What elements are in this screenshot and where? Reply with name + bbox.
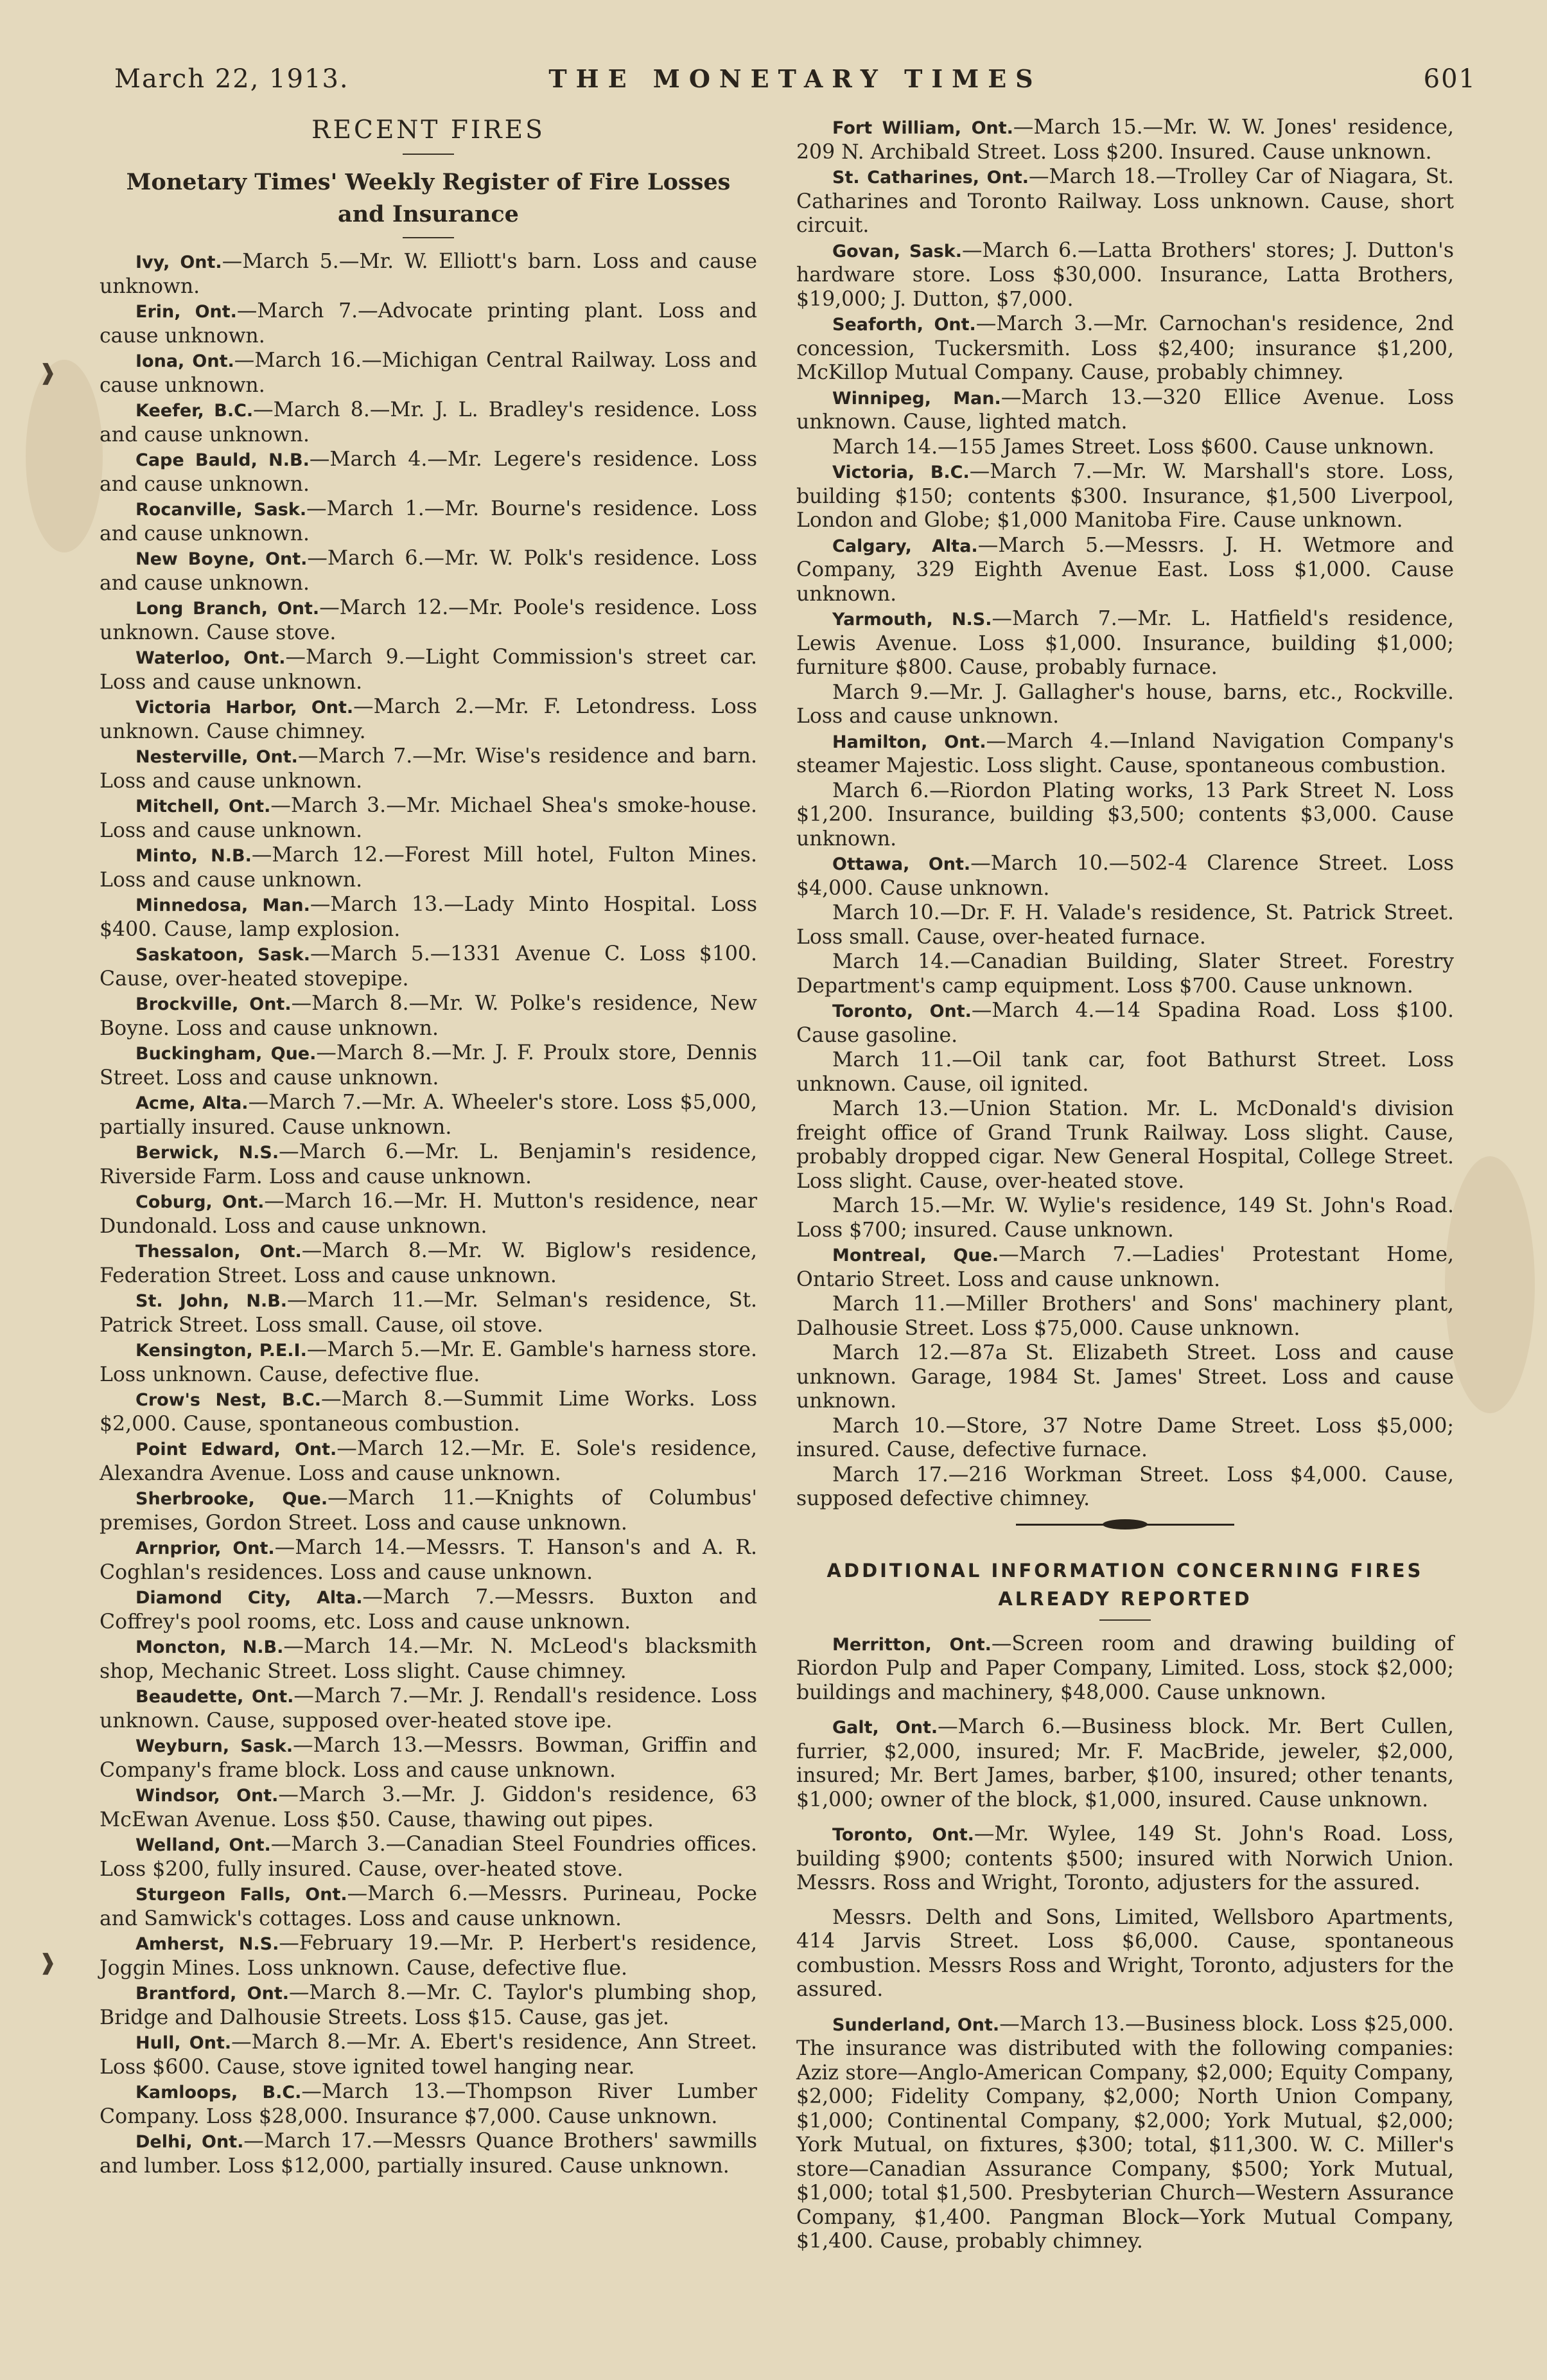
entry-place: Merritton, Ont. [832,1634,992,1655]
entry-place: Cape Bauld, N.B. [135,450,310,470]
entry-place: Diamond City, Alta. [135,1588,363,1608]
entry-place: Mitchell, Ont. [135,797,271,816]
entry-text: —March 1.—Mr. Bourne's residence. Loss and cause unknown. [100,497,757,545]
paper-stain [26,360,103,552]
fire-entry [100,1734,757,1783]
entry-text: —March 12.—Mr. E. Sole's residence, Alexandra Avenue. Loss and cause unknown. [100,1437,757,1485]
entry-text: March 6.—Riordon Plating works, 13 Park Street N. Loss $1,200. Insurance, building $3,500; contents $3,000. Cause unknown. [796,779,1454,851]
entry-text: —March 8.—Mr. W. Polke's residence, New Boyne. Loss and cause unknown. [100,992,758,1040]
divider [403,237,454,238]
entry-text: March 13.—Union Station. Mr. L. McDonald's division freight office of Grand Trunk Railway. Loss slight. Cause, probably dropped cigar. New General Hospital, College Street. Loss slight. Cause, over-heated stove. [796,1097,1454,1193]
entry-place: Calgary, Alta. [832,536,978,556]
paper-stain [1445,1156,1535,1413]
entry-text: —March 3.—Mr. Michael Shea's smoke-house. Loss and cause unknown. [100,794,757,842]
fire-entry [796,607,1454,680]
entry-text: March 10.—Store, 37 Notre Dame Street. Loss $5,000; insured. Cause, defective furnace. [796,1414,1454,1461]
fire-entry [100,794,757,843]
fire-entry [100,992,757,1041]
entry-text: —March 7.—Mr. L. Hatfield's residence, Lewis Avenue. Loss $1,000. Insurance, building $1,000; furniture $800. Cause, probably furnace. [796,607,1455,679]
fire-entry [100,1833,757,1882]
entry-place: Hamilton, Ont. [832,732,986,752]
page-header [114,64,1476,109]
entry-place: Coburg, Ont. [135,1192,265,1212]
entry-text: March 14.—155 James Street. Loss $600. Cause unknown. [832,435,1435,459]
entry-place: Crow's Nest, B.C. [135,1390,321,1410]
entry-place: Moncton, N.B. [135,1637,284,1657]
fire-entry [796,1822,1454,1896]
fire-entry [796,1463,1454,1512]
entry-place: Sturgeon Falls, Ont. [135,1885,347,1905]
fire-entry [796,901,1454,949]
entry-place: Minnedosa, Man. [135,895,310,915]
fire-entry [100,1882,757,1931]
entry-place: Arnprior, Ont. [135,1538,275,1558]
fire-entry [796,1632,1454,1706]
fire-entry [100,1635,757,1684]
entry-place: Erin, Ont. [135,302,237,322]
section-ornament [1016,1518,1234,1531]
entry-text: —March 6.—Business block. Mr. Bert Cullen, furrier, $2,000, insured; Mr. F. MacBride, jeweler, $2,000, insured; Mr. Bert James, barber, $100, insured; other tenants, $1,000; owner of the block, $1,000, insured. Cause unknown. [796,1715,1454,1811]
section-title-additional [796,1556,1454,1613]
entry-text: —March 6.—Messrs. Purineau, Pocke and Samwick's cottages. Loss and cause unknown. [100,1882,757,1930]
entry-text: —February 19.—Mr. P. Herbert's residence, Joggin Mines. Loss unknown. Cause, defective flue. [100,1932,757,1980]
entry-text: —March 8.—Mr. W. Biglow's residence, Federation Street. Loss and cause unknown. [100,1239,757,1287]
entry-place: Saskatoon, Sask. [135,945,310,965]
entry-text: March 12.—87a St. Elizabeth Street. Loss and cause unknown. Garage, 1984 St. James' Street. Loss and cause unknown. [796,1341,1454,1413]
entry-place: Brantford, Ont. [135,1984,290,2004]
fire-entry [100,2129,757,2178]
entry-text: —March 12.—Mr. Poole's residence. Loss unknown. Cause stove. [100,596,757,644]
entry-text: —March 8.—Summit Lime Works. Loss $2,000. Cause, spontaneous combustion. [100,1388,757,1436]
fire-entry [100,250,757,299]
entry-text: —March 7.—Mr. J. Rendall's residence. Loss unknown. Cause, supposed over-heated stove ipe. [100,1684,757,1732]
fire-entry [100,1684,757,1733]
entry-place: Welland, Ont. [135,1835,271,1855]
fire-entry [100,398,757,447]
fire-entry [796,1715,1454,1812]
fire-entry [796,1415,1454,1463]
fire-entry [100,349,757,398]
fire-entry [100,2031,757,2079]
entry-place: Thessalon, Ont. [135,1242,302,1262]
entry-place: Galt, Ont. [832,1718,938,1738]
fire-entry [100,1289,757,1337]
fire-entry [100,1437,757,1486]
entry-text: —March 13.—320 Ellice Avenue. Loss unknown. Cause, lighted match. [796,385,1454,434]
entry-text: —March 14.—Mr. N. McLeod's blacksmith shop, Mechanic Street. Loss slight. Cause chimney. [100,1635,757,1683]
entry-text: —March 8.—Mr. J. L. Bradley's residence. Loss and cause unknown. [100,398,757,446]
fire-entry [100,547,757,595]
left-column [100,116,757,2179]
entry-text: —March 3.—Mr. J. Giddon's residence, 63 McEwan Avenue. Loss $50. Cause, thawing out pipes. [100,1783,757,1831]
entry-place: Montreal, Que. [832,1246,999,1265]
entry-place: Brockville, Ont. [135,994,292,1014]
fire-entry [100,1041,757,1090]
entry-text: —March 18.—Trolley Car of Niagara, St. Catharines and Toronto Railway. Loss unknown. Cause, short circuit. [796,165,1455,237]
entry-text: —March 7.—Mr. W. Marshall's store. Loss, building $150; contents $300. Insurance, $1,500 Liverpool, London and Globe; $1,000 Manitoba Fire. Cause unknown. [796,460,1454,532]
fire-entry [100,695,757,744]
entry-text: March 11.—Miller Brothers' and Sons' machinery plant, Dalhousie Street. Loss $75,000. Cause unknown. [796,1292,1454,1340]
entry-text: —March 8.—Mr. C. Taylor's plumbing shop, Bridge and Dalhousie Streets. Loss $15. Cause, gas jet. [100,1981,757,2029]
entry-place: Point Edward, Ont. [135,1440,337,1459]
fire-entry [100,1140,757,1189]
entry-text: —March 5.—Mr. W. Elliott's barn. Loss and cause unknown. [100,250,757,298]
entry-place: Buckingham, Que. [135,1044,317,1064]
entry-text: —March 7.—Advocate printing plant. Loss and cause unknown. [100,299,757,348]
fire-entries-list-continued [796,116,1454,1512]
entry-text: —March 4.—14 Spadina Road. Loss $100. Cause gasoline. [796,999,1454,1047]
fire-entry [100,1338,757,1387]
entry-place: Victoria Harbor, Ont. [135,698,354,718]
entry-place: St. Catharines, Ont. [832,168,1029,188]
entry-place: Weyburn, Sask. [135,1736,293,1756]
entry-place: Victoria, B.C. [832,463,970,482]
entry-text: —March 3.—Mr. Carnochan's residence, 2nd concession, Tuckersmith. Loss $2,400; insurance $1,200, McKillop Mutual Company. Cause, probably chimney. [796,312,1455,384]
entry-text: —March 7.—Ladies' Protestant Home, Ontario Street. Loss and cause unknown. [796,1243,1454,1291]
fire-entries-list [100,250,757,2178]
title-line: ADDITIONAL INFORMATION CONCERNING FIRES [826,1559,1424,1582]
divider [403,154,454,155]
fire-entry [796,116,1454,164]
entry-place: Windsor, Ont. [135,1786,279,1806]
entry-text: —March 11.—Knights of Columbus' premises, Gordon Street. Loss and cause unknown. [100,1486,757,1535]
entry-text: —March 5.—Messrs. J. H. Wetmore and Company, 329 Eighth Avenue East. Loss $1,000. Cause unknown. [796,533,1454,606]
fire-entry [100,1239,757,1288]
fire-entry [100,1190,757,1238]
entry-text: —March 8.—Mr. J. F. Proulx store, Dennis Street. Loss and cause unknown. [100,1041,757,1089]
fire-entry [100,1486,757,1535]
fire-entry [100,1783,757,1832]
entry-place: Berwick, N.S. [135,1143,279,1163]
entry-text: —March 14.—Messrs. T. Hanson's and A. R. Coghlan's residences. Loss and cause unknown. [100,1536,757,1584]
fire-entry [796,1341,1454,1414]
entry-text: —March 7.—Mr. Wise's residence and barn. Loss and cause unknown. [100,745,758,793]
entry-place: Seaforth, Ont. [832,315,976,335]
fire-entry [796,950,1454,998]
fire-entry [100,299,757,348]
fire-entry [100,942,757,991]
entry-place: Kensington, P.E.I. [135,1341,307,1361]
entry-text: —March 4.—Inland Navigation Company's steamer Majestic. Loss slight. Cause, spontaneous combustion. [796,729,1454,777]
entry-text: —March 7.—Messrs. Buxton and Coffrey's pool rooms, etc. Loss and cause unknown. [100,1585,757,1634]
fire-entry [796,999,1454,1048]
entry-place: Govan, Sask. [832,241,962,261]
entry-place: Fort William, Ont. [832,118,1013,138]
fire-entry [100,1091,757,1140]
entry-text: —March 6.—Mr. W. Polk's residence. Loss and cause unknown. [100,547,757,595]
entry-place: Toronto, Ont. [832,1001,972,1021]
entry-place: Hull, Ont. [135,2033,232,2053]
entry-text: —March 6.—Latta Brothers' stores; J. Dutton's hardware store. Loss $30,000. Insurance, Latta Brothers, $19,000; J. Dutton, $7,000. [796,238,1454,311]
entry-place: Winnipeg, Man. [832,388,1001,409]
subtitle-line: and Insurance [338,201,519,227]
entry-place: Ottawa, Ont. [832,854,971,874]
issue-date: March 22, 1913. [114,64,349,94]
entry-text: —March 6.—Mr. L. Benjamin's residence, Riverside Farm. Loss and cause unknown. [100,1140,757,1188]
fire-entry [100,745,757,793]
divider [1099,1619,1151,1621]
entry-place: Long Branch, Ont. [135,599,320,619]
fire-entry [100,448,757,497]
fire-entry [100,1536,757,1585]
entry-text: —March 9.—Light Commission's street car. Loss and cause unknown. [100,646,757,694]
entry-text: —March 13.—Business block. Loss $25,000. The insurance was distributed with the following companies: Aziz store—Anglo-American Company, $2,000; Equity Company, $2,000; Fidelity Company, $2,000; North Union Company, $1,000; Continental Company, $2,000; York Mutual, $2,000; York Mutual, on fixtures, $300; total, $11,300. W. C. Miller's store—Canadian Assurance Company, $500; York Mutual, $1,000; total $1,500. Presbyterian Church—Western Assurance Company, $1,400. Pangman Block—York Mutual Company, $1,400. Cause, probably chimney. [796,2012,1454,2253]
entry-text: March 15.—Mr. W. Wylie's residence, 149 St. John's Road. Loss $700; insured. Cause unknown. [796,1194,1454,1242]
fire-entry [796,1048,1454,1097]
entry-text: —March 16.—Mr. H. Mutton's residence, near Dundonald. Loss and cause unknown. [100,1190,757,1238]
entry-text: —March 17.—Messrs Quance Brothers' sawmills and lumber. Loss $12,000, partially insured. Cause unknown. [100,2129,758,2178]
title-line: ALREADY REPORTED [998,1587,1252,1610]
entry-text: March 10.—Dr. F. H. Valade's residence, St. Patrick Street. Loss small. Cause, over-heated furnace. [796,901,1454,949]
entry-text: —March 12.—Forest Mill hotel, Fulton Mines. Loss and cause unknown. [100,843,757,892]
fire-entry [100,893,757,942]
entry-place: Toronto, Ont. [832,1825,974,1845]
publication-title: THE MONETARY TIMES [548,64,1042,93]
entry-text: March 17.—216 Workman Street. Loss $4,000. Cause, supposed defective chimney. [796,1463,1454,1510]
fire-entry [100,843,757,892]
entry-place: Sunderland, Ont. [832,2014,1000,2035]
fire-entry [100,1981,757,2030]
entry-text: —March 3.—Canadian Steel Foundries offices. Loss $200, fully insured. Cause, over-heated stove. [100,1833,757,1881]
page-number: 601 [1423,64,1476,94]
entry-text: —March 4.—Mr. Legere's residence. Loss and cause unknown. [100,448,757,496]
entry-place: Waterloo, Ont. [135,648,286,668]
entry-text: March 9.—Mr. J. Gallagher's house, barns, etc., Rockville. Loss and cause unknown. [796,680,1454,728]
fire-entry [796,239,1454,312]
register-subtitle [100,166,757,231]
entry-place: Kamloops, B.C. [135,2083,302,2102]
entry-text: —March 13.—Lady Minto Hospital. Loss $400. Cause, lamp explosion. [100,893,757,941]
entry-place: Sherbrooke, Que. [135,1489,328,1509]
fire-entry [100,1585,757,1634]
entry-text: —March 5.—1331 Avenue C. Loss $100. Cause, over-heated stovepipe. [100,942,757,991]
entry-text: —March 16.—Michigan Central Railway. Loss and cause unknown. [100,349,758,397]
ornament-center [1103,1519,1148,1529]
entry-text: —March 11.—Mr. Selman's residence, St. Patrick Street. Loss small. Cause, oil stove. [100,1289,757,1337]
fire-entry [796,681,1454,729]
entry-place: Beaudette, Ont. [135,1687,294,1707]
entry-place: Minto, N.B. [135,846,252,866]
fire-entry [796,1906,1454,2002]
fire-entry [796,730,1454,779]
entry-text: —March 8.—Mr. A. Ebert's residence, Ann Street. Loss $600. Cause, stove ignited towel hanging near. [100,2031,757,2079]
entry-text: —March 13.—Thompson River Lumber Company. Loss $28,000. Insurance $7,000. Cause unknown. [100,2080,757,2128]
fire-entry [796,1243,1454,1292]
fire-entry [796,779,1454,852]
entry-place: New Boyne, Ont. [135,549,308,569]
entry-text: —March 15.—Mr. W. W. Jones' residence, 209 N. Archibald Street. Loss $200. Insured. Cause unknown. [796,116,1454,164]
fire-entry [100,1388,757,1436]
margin-mark: ❱ [39,360,57,385]
entry-place: Acme, Alta. [135,1093,249,1113]
subtitle-line: Monetary Times' Weekly Register of Fire Losses [126,169,731,195]
entry-text: —Mr. Wylee, 149 St. John's Road. Loss, building $900; contents $500; insured with Norwich Union. Messrs. Ross and Wright, Toronto, adjusters for the assured. [796,1822,1454,1894]
right-column [796,116,1454,2264]
fire-entry [796,312,1454,385]
entry-place: Delhi, Ont. [135,2132,244,2152]
fire-entry [100,596,757,645]
fire-entry [796,1194,1454,1242]
entry-place: Rocanville, Sask. [135,500,307,520]
section-title-recent-fires: RECENT FIRES [311,116,545,145]
fire-entry [796,1292,1454,1341]
fire-entry [796,436,1454,460]
entry-text: —March 13.—Messrs. Bowman, Griffin and Company's frame block. Loss and cause unknown. [100,1734,757,1782]
additional-entries-list [796,1632,1454,2254]
entry-text: —March 7.—Mr. A. Wheeler's store. Loss $5,000, partially insured. Cause unknown. [100,1091,757,1139]
entry-text: —March 10.—502-4 Clarence Street. Loss $4,000. Cause unknown. [796,852,1454,900]
fire-entry [796,852,1454,901]
fire-entry [796,165,1454,238]
entry-text: —March 2.—Mr. F. Letondress. Loss unknown. Cause chimney. [100,695,757,743]
fire-entry [796,386,1454,435]
entry-place: Yarmouth, N.S. [832,610,992,630]
entry-place: Keefer, B.C. [135,401,254,421]
fire-entry [796,460,1454,533]
margin-mark: ❱ [39,1950,57,1975]
fire-entry [796,2013,1454,2254]
entry-place: Ivy, Ont. [135,252,222,272]
fire-entry [100,497,757,546]
entry-place: Nesterville, Ont. [135,747,298,767]
entry-place: Amherst, N.S. [135,1934,279,1954]
fire-entry [796,1097,1454,1194]
fire-entry [796,534,1454,607]
fire-entry [100,1932,757,1980]
fire-entry [100,2080,757,2129]
entry-text: March 14.—Canadian Building, Slater Street. Forestry Department's camp equipment. Loss $700. Cause unknown. [796,950,1454,998]
entry-place: Iona, Ont. [135,351,234,371]
entry-text: March 11.—Oil tank car, foot Bathurst Street. Loss unknown. Cause, oil ignited. [796,1048,1454,1096]
fire-entry [100,646,757,694]
entry-text: —Screen room and drawing building of Riordon Pulp and Paper Company, Limited. Loss, stock $2,000; buildings and machinery, $48,000. Cause unknown. [796,1632,1454,1704]
entry-text: —March 5.—Mr. E. Gamble's harness store. Loss unknown. Cause, defective flue. [100,1338,757,1386]
entry-text: Messrs. Delth and Sons, Limited, Wellsboro Apartments, 414 Jarvis Street. Loss $6,000. Cause, spontaneous combustion. Messrs Ross and Wright, Toronto, adjusters for the assured. [796,1905,1454,2001]
entry-place: St. John, N.B. [135,1291,288,1311]
